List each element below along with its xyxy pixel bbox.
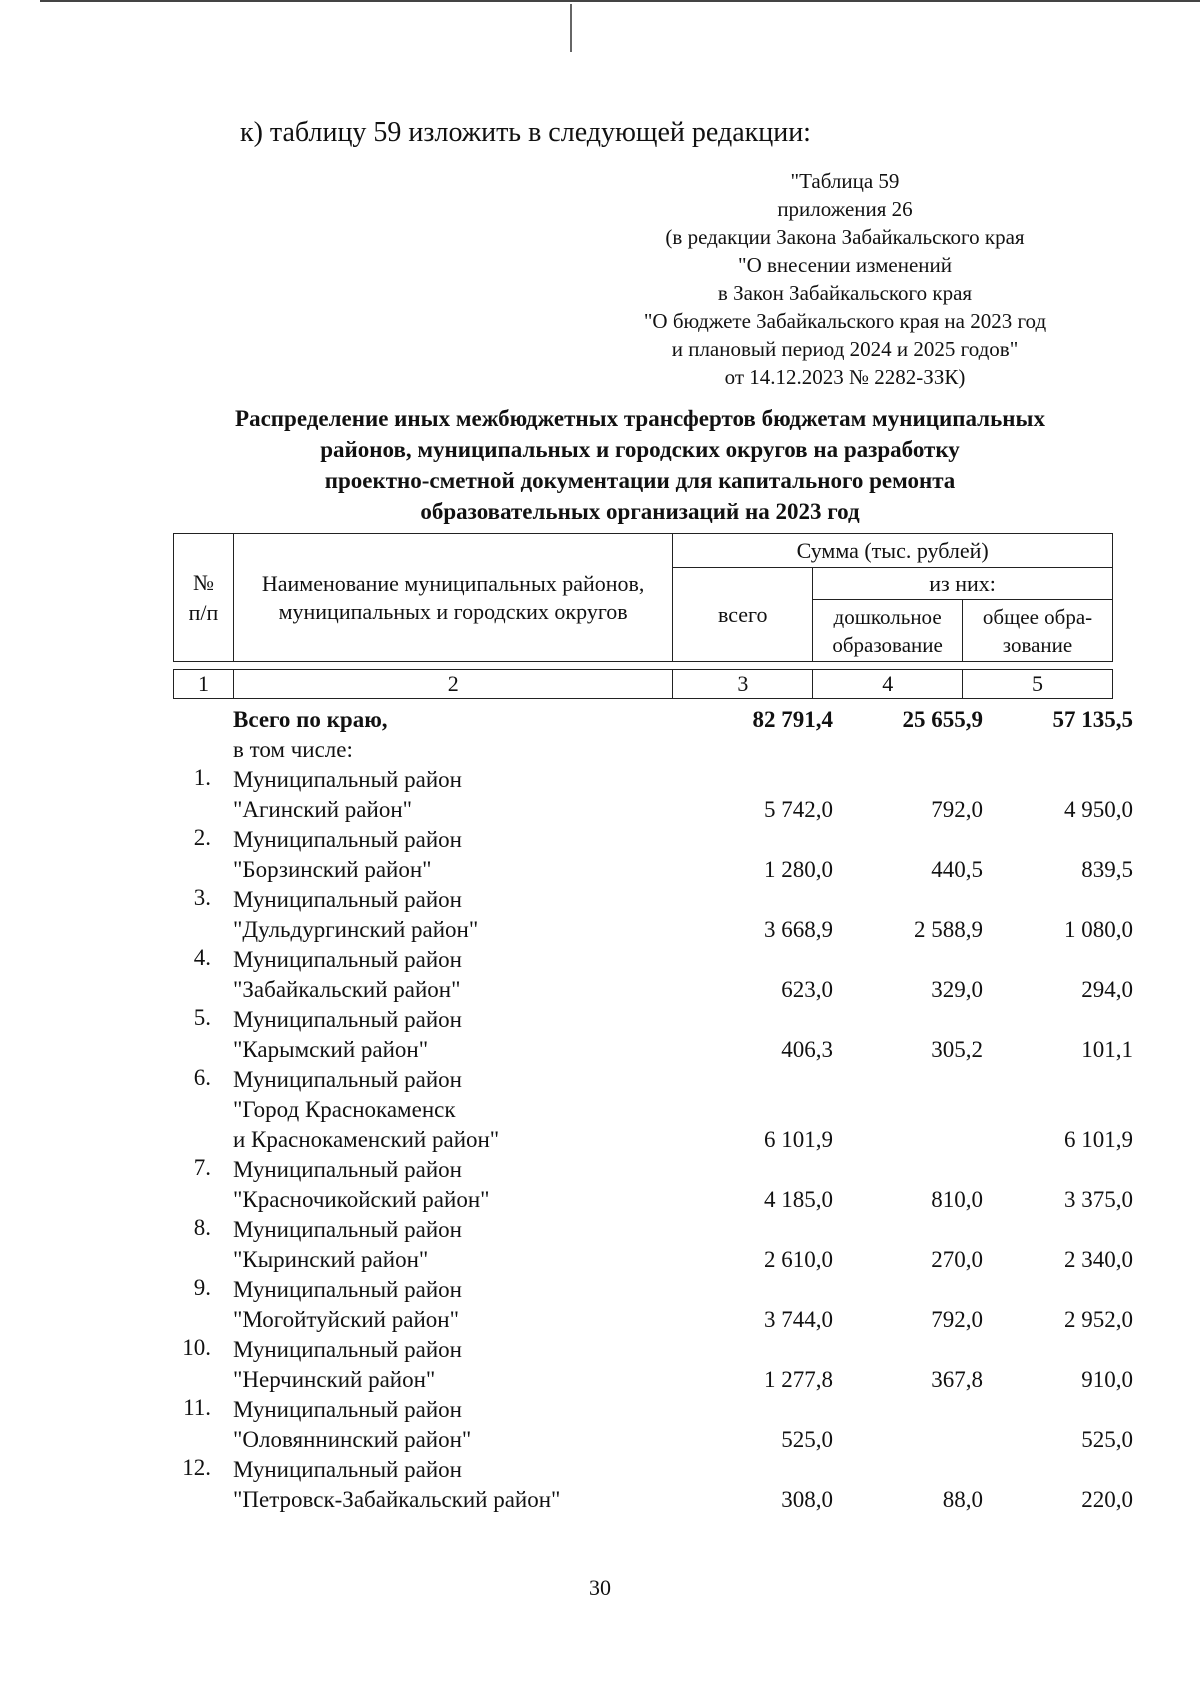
row-number: 9. — [193, 1275, 211, 1300]
row-total: 6 101,9 — [764, 1127, 833, 1152]
row-number: 5. — [193, 1005, 211, 1030]
row-name-line: Муниципальный район — [233, 1277, 462, 1302]
column-number: 4 — [813, 670, 963, 699]
row-general: 294,0 — [1081, 977, 1133, 1002]
column-number: 1 — [174, 670, 234, 699]
table-row — [173, 825, 1133, 885]
row-total: 3 744,0 — [764, 1307, 833, 1332]
total-label: Всего по краю, — [233, 707, 388, 732]
total-row — [173, 705, 1133, 765]
page-number: 30 — [589, 1575, 611, 1600]
row-number: 3. — [193, 885, 211, 910]
row-preschool: 367,8 — [931, 1367, 983, 1392]
header-preschool: дошкольное образование — [813, 600, 963, 662]
row-name-line: "Карымский район" — [233, 1037, 429, 1062]
row-general: 2 340,0 — [1064, 1247, 1133, 1272]
row-name-line: "Борзинский район" — [233, 857, 432, 882]
column-number: 5 — [963, 670, 1113, 699]
row-number: 2. — [193, 825, 211, 850]
table-row — [173, 1455, 1133, 1515]
row-preschool: 270,0 — [931, 1247, 983, 1272]
row-number: 1. — [193, 765, 211, 790]
table-row — [173, 1215, 1133, 1275]
row-name-line: Муниципальный район — [233, 1457, 462, 1482]
row-name-line: "Агинский район" — [233, 797, 413, 822]
row-general: 101,1 — [1081, 1037, 1133, 1062]
row-general: 525,0 — [1081, 1427, 1133, 1452]
row-total: 3 668,9 — [764, 917, 833, 942]
table-column-numbers — [173, 669, 1113, 699]
table-body — [173, 705, 1133, 1515]
row-preschool: 792,0 — [931, 797, 983, 822]
row-name-line: "Оловяннинский район" — [233, 1427, 472, 1452]
row-general: 6 101,9 — [1064, 1127, 1133, 1152]
row-number: 11. — [183, 1395, 211, 1420]
table-header-reference — [560, 167, 1130, 391]
row-total: 525,0 — [781, 1427, 833, 1452]
row-name-line: "Кыринский район" — [233, 1247, 429, 1272]
table-row — [173, 1155, 1133, 1215]
total-value-all: 82 791,4 — [752, 707, 833, 732]
header-line: приложения 26 — [777, 197, 913, 221]
row-number: 4. — [193, 945, 211, 970]
table-column-headers — [173, 533, 1113, 662]
row-name-line: "Петровск-Забайкальский район" — [233, 1487, 561, 1512]
row-preschool: 88,0 — [942, 1487, 983, 1512]
row-preschool: 2 588,9 — [914, 917, 983, 942]
row-name-line: "Могойтуйский район" — [233, 1307, 459, 1332]
title-line: районов, муниципальных и городских округов на разработку — [320, 437, 960, 462]
header-total: всего — [673, 568, 813, 662]
row-total: 406,3 — [781, 1037, 833, 1062]
header-line: "О внесении изменений — [738, 253, 952, 277]
header-sum: Сумма (тыс. рублей) — [673, 534, 1113, 568]
column-number: 3 — [673, 670, 813, 699]
row-general: 910,0 — [1081, 1367, 1133, 1392]
row-total: 2 610,0 — [764, 1247, 833, 1272]
header-of-them: из них: — [813, 568, 1113, 600]
row-name-line: "Красночикойский район" — [233, 1187, 490, 1212]
row-name-line: Муниципальный район — [233, 1217, 462, 1242]
title-line: проектно-сметной документации для капитального ремонта — [324, 468, 956, 493]
table-row — [173, 885, 1133, 945]
document-title — [170, 403, 1110, 527]
row-number: 8. — [193, 1215, 211, 1240]
row-total: 5 742,0 — [764, 797, 833, 822]
row-preschool: 440,5 — [931, 857, 983, 882]
total-sublabel: в том числе: — [233, 737, 353, 762]
table-row — [173, 1275, 1133, 1335]
row-name-line: "Дульдургинский район" — [233, 917, 479, 942]
table-row — [173, 765, 1133, 825]
header-line: "Таблица 59 — [790, 169, 900, 193]
scan-mark — [570, 4, 572, 52]
row-name-line: Муниципальный район — [233, 947, 462, 972]
row-name-line: Муниципальный район — [233, 1157, 462, 1182]
table-row — [173, 1395, 1133, 1455]
row-general: 1 080,0 — [1064, 917, 1133, 942]
row-general: 2 952,0 — [1064, 1307, 1133, 1332]
table-row — [173, 945, 1133, 1005]
row-name-line: Муниципальный район — [233, 827, 462, 852]
column-number: 2 — [233, 670, 673, 699]
row-general: 839,5 — [1081, 857, 1133, 882]
row-name-line: "Забайкальский район" — [233, 977, 461, 1002]
row-preschool: 329,0 — [931, 977, 983, 1002]
row-general: 3 375,0 — [1064, 1187, 1133, 1212]
row-general: 220,0 — [1081, 1487, 1133, 1512]
total-value-preschool: 25 655,9 — [902, 707, 983, 732]
header-line: и плановый период 2024 и 2025 годов" — [671, 337, 1019, 361]
row-number: 10. — [182, 1335, 211, 1360]
total-value-general: 57 135,5 — [1052, 707, 1133, 732]
header-line: от 14.12.2023 № 2282-ЗЗК) — [724, 365, 966, 389]
row-name-line: Муниципальный район — [233, 887, 462, 912]
row-name-line: Муниципальный район — [233, 1067, 462, 1092]
row-name-line: Муниципальный район — [233, 767, 462, 792]
row-preschool: 810,0 — [931, 1187, 983, 1212]
header-name: Наименование муниципальных районов, муниципальных и городских округов — [233, 534, 672, 662]
table-row — [173, 1335, 1133, 1395]
row-total: 1 277,8 — [764, 1367, 833, 1392]
table-row — [173, 1065, 1133, 1155]
row-general: 4 950,0 — [1064, 797, 1133, 822]
row-name-line: Муниципальный район — [233, 1007, 462, 1032]
row-name-line: "Нерчинский район" — [233, 1367, 436, 1392]
row-total: 308,0 — [781, 1487, 833, 1512]
table-row — [173, 1005, 1133, 1065]
row-number: 7. — [193, 1155, 211, 1180]
instruction-text: к) таблицу 59 изложить в следующей редакции: — [240, 117, 811, 148]
row-name-line: и Краснокаменский район" — [233, 1127, 500, 1152]
row-number: 12. — [182, 1455, 211, 1480]
row-name-line: Муниципальный район — [233, 1397, 462, 1422]
scan-border-line — [40, 0, 1200, 2]
header-general: общее обра-зование — [963, 600, 1113, 662]
header-line: в Закон Забайкальского края — [717, 281, 973, 305]
row-name-line: "Город Краснокаменск — [233, 1097, 456, 1122]
header-no: № п/п — [174, 534, 234, 662]
header-line: "О бюджете Забайкальского края на 2023 год — [643, 309, 1047, 333]
row-total: 623,0 — [781, 977, 833, 1002]
row-name-line: Муниципальный район — [233, 1337, 462, 1362]
title-line: образовательных организаций на 2023 год — [420, 499, 860, 524]
row-total: 4 185,0 — [764, 1187, 833, 1212]
row-preschool: 792,0 — [931, 1307, 983, 1332]
row-number: 6. — [193, 1065, 211, 1090]
row-total: 1 280,0 — [764, 857, 833, 882]
row-preschool: 305,2 — [931, 1037, 983, 1062]
title-line: Распределение иных межбюджетных трансфертов бюджетам муниципальных — [235, 406, 1045, 431]
header-line: (в редакции Закона Забайкальского края — [665, 225, 1025, 249]
